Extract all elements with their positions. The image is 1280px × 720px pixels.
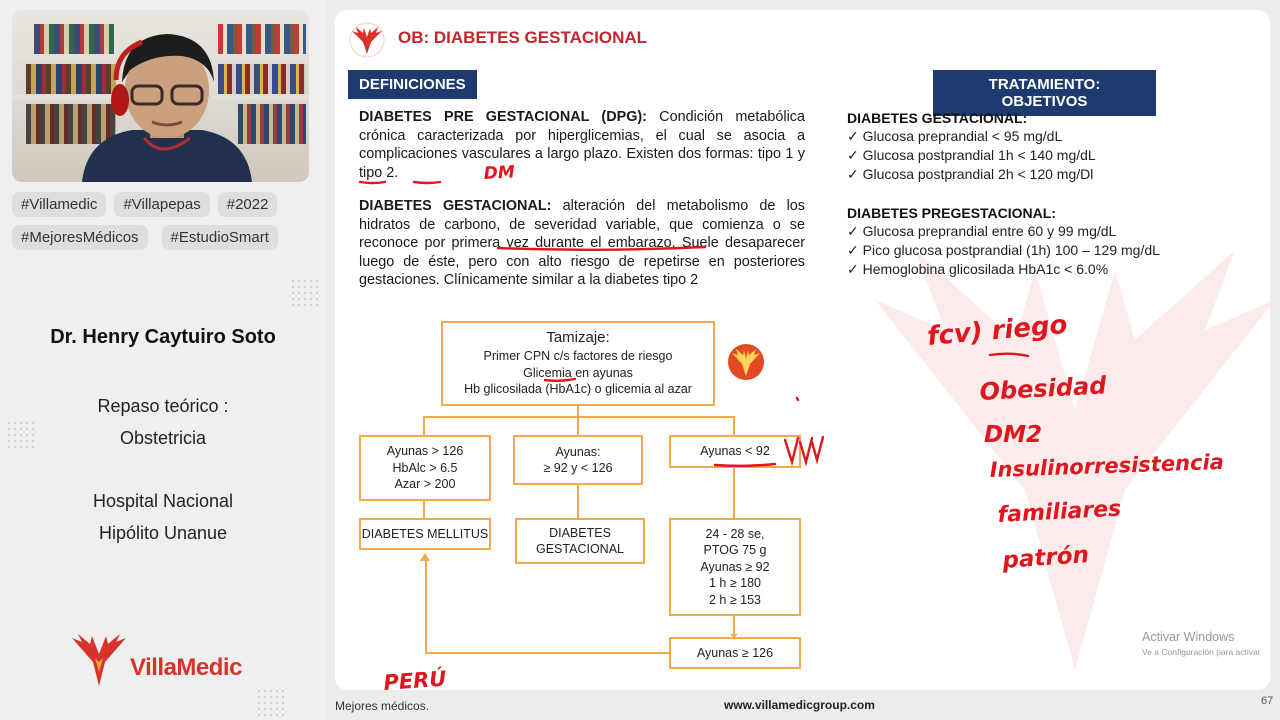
hospital-line-1: Hospital Nacional [92, 491, 234, 511]
note-peru: PERÚ [382, 666, 448, 695]
hashtag: #Villamedic [12, 192, 106, 217]
note-risk-item: familiares [997, 496, 1122, 528]
screening-line: Glicemia en ayunas [523, 365, 633, 380]
dpg-term: DIABETES PRE GESTACIONAL (DPG): [359, 109, 647, 125]
criteria-line: Ayunas > 126 [386, 444, 464, 459]
diagnosis-label: DIABETES MELLITUS [361, 526, 489, 541]
hashtag-row-1 [12, 192, 312, 217]
note-risk-item: patrón [1001, 542, 1090, 574]
definitions-header: DEFINICIONES [348, 70, 477, 99]
note-risk-item: Insulinorresistencia [989, 449, 1225, 482]
note-risk-title: fcv) riego [925, 309, 1069, 352]
criteria-line: Ayunas: [555, 444, 601, 459]
hashtag: #Villapepas [114, 192, 209, 217]
ptog-line: 2 h ≥ 153 [708, 592, 762, 607]
treat-pregest-item: ✓ Hemoglobina glicosilada HbA1c < 6.0% [847, 261, 1109, 277]
brand-name: VillaMedic [130, 654, 242, 681]
note-risk-item: Obesidad [978, 371, 1108, 406]
dpg-text: Condición metabólica crónica caracterizada por hiperglicemias, el cual se asocia a complicaciones vasculares a largo plazo. Existen dos formas: tipo 1 y tipo 2. [359, 109, 805, 181]
diagnosis-label: DIABETES [549, 525, 611, 540]
topic-line-2: Obstetricia [119, 428, 207, 448]
phoenix-badge-icon [726, 342, 766, 382]
presenter-panel [0, 0, 326, 720]
dg-term: DIABETES GESTACIONAL: [359, 198, 552, 214]
hospital-line-2: Hipólito Unanue [98, 523, 228, 543]
activation-line-2: Ve a Configuración para activar [1142, 647, 1261, 657]
note-dm: DM [483, 162, 516, 184]
treatment-header: TRATAMIENTO: OBJETIVOS [933, 70, 1156, 116]
screening-title: Tamizaje: [546, 328, 610, 346]
decorative-dots [6, 420, 36, 450]
ptog-line: 24 - 28 se, [705, 526, 765, 541]
decorative-dots [256, 688, 286, 718]
slide-footer-slogan: Mejores médicos. [335, 699, 430, 713]
slide-footer-url: www.villamedicgroup.com [724, 698, 875, 712]
slide [335, 10, 1270, 690]
page-number: 67 [1261, 695, 1274, 707]
webcam-video [12, 10, 309, 182]
screening-line: Hb glicosilada (HbA1c) o glicemia al azar [464, 382, 692, 396]
topic-line-1: Repaso teórico : [97, 396, 229, 416]
decorative-dots [290, 278, 320, 308]
treat-pregest-item: ✓ Pico glucosa postprandial (1h) 100 – 129 mg/dL [847, 242, 1160, 258]
hashtag: #2022 [218, 192, 278, 217]
criteria-line: Azar > 200 [394, 477, 456, 492]
villamedic-logo [68, 632, 258, 692]
hashtag: #EstudioSmart [162, 225, 278, 250]
hashtag: #MejoresMédicos [12, 225, 148, 250]
criteria-line: ≥ 92 y < 126 [543, 461, 613, 475]
treat-gest-item: ✓ Glucosa postprandial 2h < 120 mg/Dl [847, 166, 1094, 182]
windows-activation-watermark [1142, 630, 1261, 657]
hashtag-row-2 [12, 225, 312, 250]
presenter-name: Dr. Henry Caytuiro Soto [50, 326, 276, 348]
activation-line-1: Activar Windows [1142, 630, 1235, 644]
criteria-line: Ayunas ≥ 126 [696, 645, 774, 660]
screening-line: Primer CPN c/s factores de riesgo [483, 349, 673, 363]
slide-title: OB: DIABETES GESTACIONAL [398, 28, 648, 47]
treat-gest-item: ✓ Glucosa postprandial 1h < 140 mg/dL [847, 147, 1096, 163]
ptog-line: Ayunas ≥ 92 [700, 559, 770, 574]
criteria-line: Ayunas < 92 [700, 444, 770, 459]
ptog-line: 1 h ≥ 180 [708, 576, 762, 591]
ptog-line: PTOG 75 g [703, 543, 767, 558]
treat-pregest-item: ✓ Glucosa preprandial entre 60 y 99 mg/dL [847, 223, 1117, 239]
diagnosis-label: GESTACIONAL [536, 542, 624, 556]
flow-arrows [335, 10, 1270, 690]
dg-text: alteración del metabolismo de los hidratos de carbono, de severidad variable, que comienza o se reconoce por primera vez durante el embarazo. Suele desaparecer luego de éste, pero con alto riesgo de repetirse en posteriores gestaciones. Clínicamente similar a la diabetes tipo 2 [359, 198, 805, 288]
phoenix-icon [68, 632, 130, 688]
treat-pregest-title: DIABETES PREGESTACIONAL: [847, 205, 1056, 221]
treat-gest-item: ✓ Glucosa preprandial < 95 mg/dL [847, 128, 1063, 144]
treat-gest-title: DIABETES GESTACIONAL: [847, 110, 1028, 126]
presenter-figure [12, 10, 309, 182]
note-risk-item: DM2 [984, 422, 1042, 448]
criteria-line: HbAlc > 6.5 [392, 460, 458, 475]
